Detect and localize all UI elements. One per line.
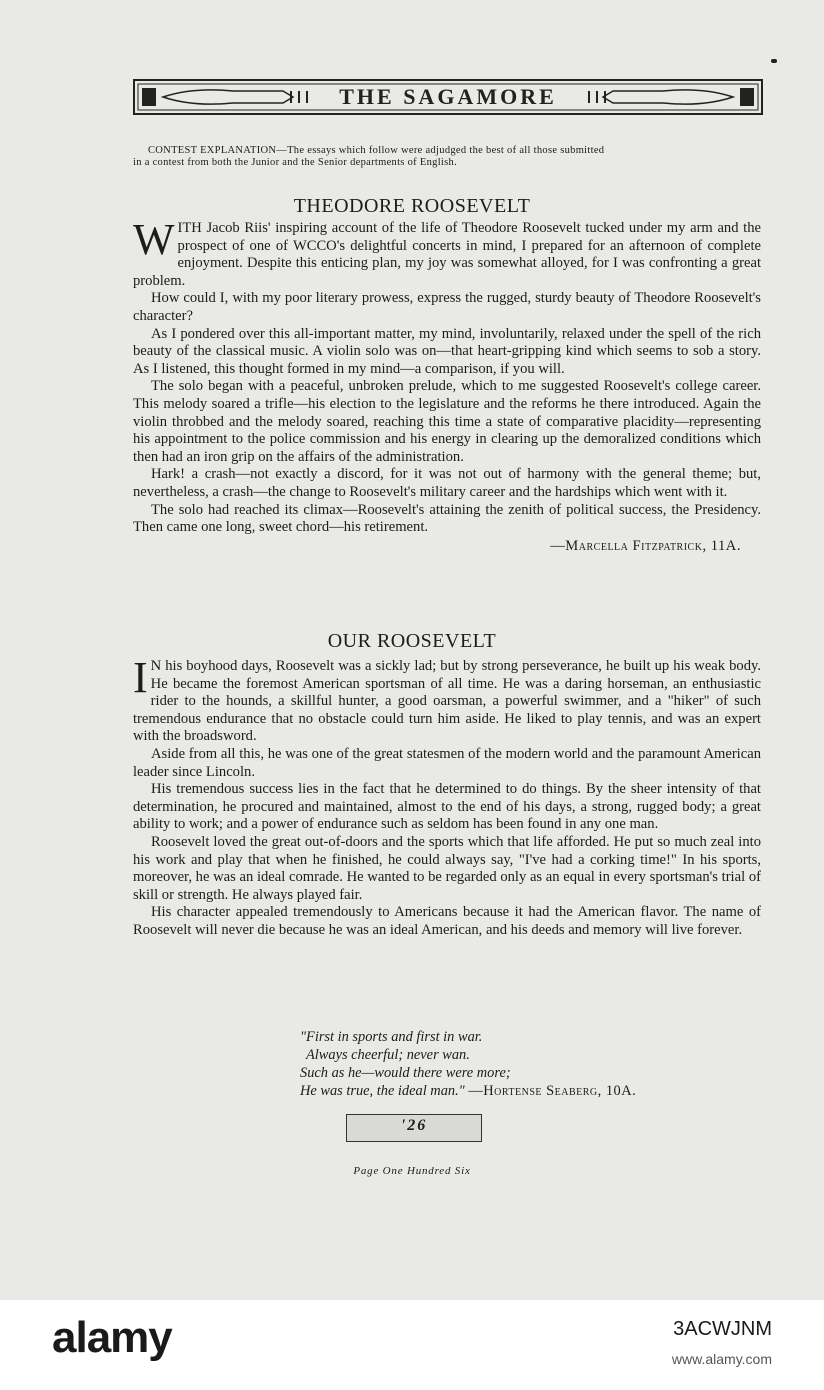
ink-mark	[771, 59, 777, 63]
explanation-rest: in a contest from both the Junior and the Senior departments of English.	[133, 157, 457, 168]
essay2-paragraph: His tremendous success lies in the fact that he determined to do things. By the sheer intensity of that determination, he procured and maintained, almost to the end of his days, a strong, rugged body; a great ability to work; and a power of endurance such as seldom has been found in any one man.	[133, 781, 761, 833]
year-emblem	[346, 1114, 482, 1142]
essay2-paragraph: His character appealed tremendously to Americans because it had the American flavor. The name of Roosevelt will never die because he was an ideal American, and his deeds and memory will live forever.	[133, 904, 761, 938]
explanation-lead: CONTEST EXPLANATION—The essays which follow were adjudged the best of all those submitted	[148, 145, 605, 156]
watermark-logo: alamy	[52, 1313, 172, 1362]
poem	[300, 1028, 760, 1100]
watermark-image-id: 3ACWJNM	[673, 1318, 772, 1340]
essay1-paragraph: The solo began with a peaceful, unbroken prelude, which to me suggested Roosevelt's college career. This melody soared a trifle—his election to the legislature and the reforms he there introduced. Again the violin throbbed and the melody soared, reaching this time a state of comparative placidity—representing his appointment to the police commission and his energy in clearing up the demoralized conditions which then had an iron grip on the affairs of the administration.	[133, 378, 761, 465]
essay2-dropcap: I	[133, 653, 148, 702]
header-banner	[133, 79, 763, 115]
essay2-paragraph: Roosevelt loved the great out-of-doors and the sports which that life afforded. He put so much zeal into his work and play that when he finished, he could always say, "I've had a corking time!" In his sports, moreover, he was an ideal comrade. He wanted to be regarded only as an equal in every sportsman's trial of skill or strength. He always played fair.	[133, 833, 761, 903]
poem-line: Always cheerful; never wan.	[306, 1047, 470, 1063]
emblem-text: '26	[400, 1117, 428, 1134]
essay1-paragraph: The solo had reached its climax—Roosevelt's attaining the zenith of political success, the Presidency. Then came one long, sweet chord—his retirement.	[133, 501, 761, 536]
essay1-dropcap: W	[133, 215, 175, 264]
essay1-byline: —Marcella Fitzpatrick, 11A.	[550, 537, 741, 554]
essay1-paragraph: As I pondered over this all-important matter, my mind, involuntarily, relaxed under the spell of the rich beauty of the classical music. A violin solo was on—that heart-gripping kind which seems to sob a story. As I listened, this thought formed in my mind—a comparison, if you will.	[133, 325, 761, 377]
poem-line: "First in sports and first in war.	[300, 1029, 483, 1045]
essay2-title: OUR ROOSEVELT	[327, 630, 497, 652]
essay1-title: THEODORE ROOSEVELT	[293, 195, 531, 217]
essay2-paragraph: I N his boyhood days, Roosevelt was a sickly lad; but by strong perseverance, he built up his weak body. He became the foremost American sportsman of all time. He was a daring horseman, an enthusiastic rider to the hounds, a skillful hunter, a good oarsman, a powerful swimmer, and a "hiker" of such tremendous endurance that no obstacle could turn him aside. He liked to play tennis, and was an expert with the broadsword.	[133, 653, 761, 745]
essay1-paragraph: How could I, with my poor literary prowess, express the rugged, sturdy beauty of Theodore Roosevelt's character?	[133, 290, 761, 324]
essay1-body	[133, 215, 761, 555]
page-number: Page One Hundred Six	[353, 1165, 471, 1177]
essay2-byline: —Hortense Seaberg, 10A.	[468, 1083, 637, 1099]
essay2-paragraph: Aside from all this, he was one of the great statesmen of the modern world and the paramount American leader since Lincoln.	[133, 745, 761, 780]
essay1-paragraph: WITH Jacob Riis' inspiring account of the life of Theodore Roosevelt tucked under my arm and the prospect of one of WCCO's delightful concerts in mind, I prepared for an afternoon of complete enjoyment. Despite this enticing plan, my joy was somewhat alloyed, for I was confronting a great problem.	[133, 215, 761, 289]
poem-line: He was true, the ideal man." —Hortense Seaberg, 10A.	[300, 1083, 637, 1099]
essay2-body	[133, 653, 761, 940]
watermark-site: www.alamy.com	[671, 1351, 772, 1367]
essay1-paragraph: Hark! a crash—not exactly a discord, for it was not out of harmony with the general theme; but, nevertheless, a crash—the change to Roosevelt's military career and the hardships which went with it.	[133, 466, 761, 500]
banner-title: THE SAGAMORE	[339, 84, 557, 109]
poem-line: Such as he—would there were more;	[300, 1065, 511, 1081]
contest-explanation	[133, 145, 763, 169]
